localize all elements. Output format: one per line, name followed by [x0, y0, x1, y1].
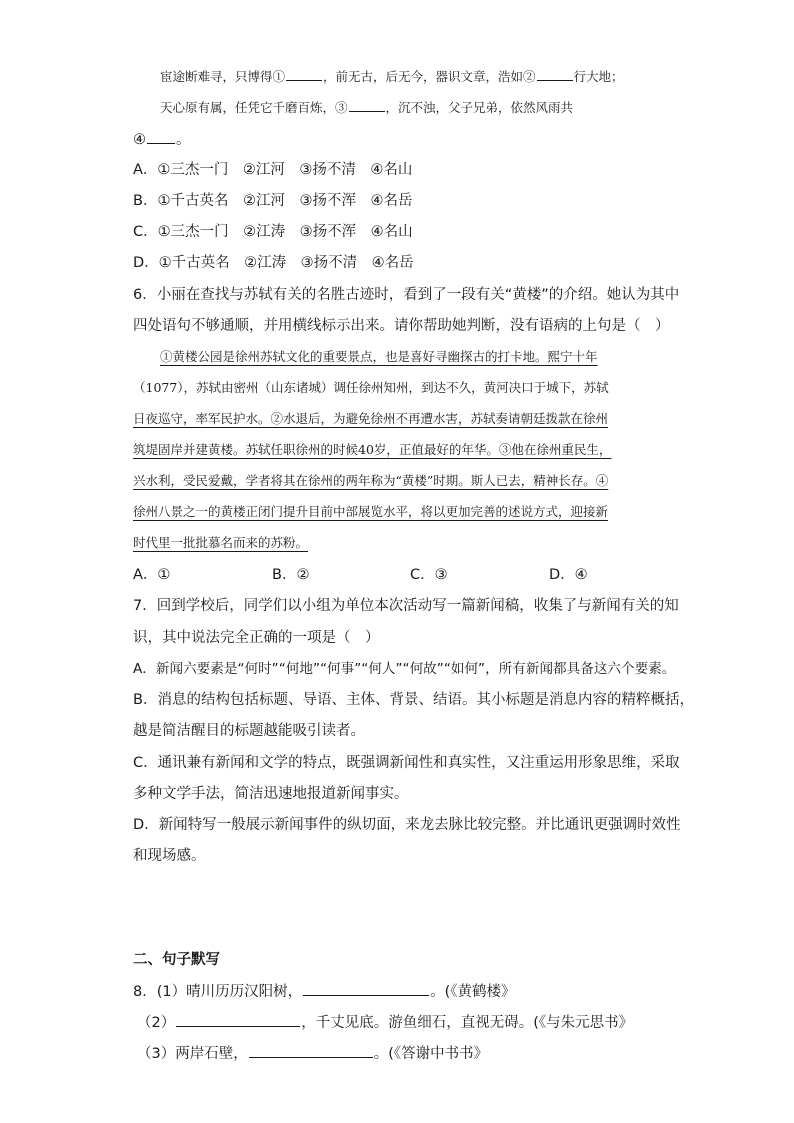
q7-option-a[interactable]: A．新闻六要素是“何时”“何地”“何事”“何人”“何故”“如何”，所有新闻都具备这六个要素。	[133, 661, 676, 677]
q7-stem-line-2: 识，其中说法完全正确的一项是（ ）	[133, 630, 380, 646]
q6-passage-line: 徐州八景之一的黄楼正闭门提升目前中部展览水平，将以更加完善的述说方式，迎接新	[133, 504, 609, 519]
q5-option-b[interactable]: B．①千古英名 ②江河 ③扬不浑 ④名岳	[133, 193, 413, 209]
q8-text: （3）两岸石壁，	[137, 1046, 248, 1062]
q7-option-b-cont: 越是简洁醒目的标题越能吸引读者。	[133, 723, 365, 739]
q7-option-c[interactable]: C．通讯兼有新闻和文学的特点，既强调新闻性和真实性，又注重运用形象思维，采取	[133, 755, 680, 771]
answer-blank[interactable]	[147, 129, 175, 144]
q8-text: 。(《答谢中书书》	[373, 1046, 489, 1062]
answer-blank[interactable]	[303, 981, 429, 996]
q6-passage-line: 时代里一批批慕名而来的苏粉。	[133, 535, 309, 550]
q7-option-b[interactable]: B．消息的结构包括标题、导语、主体、背景、结语。其小标题是消息内容的精粹概括，	[133, 692, 694, 708]
q8-text: 8．(1）晴川历历汉阳树，	[133, 984, 303, 1000]
q6-passage-line: （1077），苏轼由密州（山东诸城）调任徐州知州，到达不久，黄河决口于城下，苏轼	[133, 380, 609, 395]
poem-text: ，前无古，后无今，器识文章，浩如②	[323, 69, 536, 84]
q6-passage-line: 筑堤固岸并建黄楼。苏轼任职徐州的时候40岁，正值最好的年华。③他在徐州重民生，	[133, 442, 612, 457]
q6-passage-line: ①黄楼公园是徐州苏轼文化的重要景点，也是喜好寻幽探古的打卡地。熙宁十年	[160, 349, 598, 364]
q7-option-c-cont: 多种文学手法，简洁迅速地报道新闻事实。	[133, 786, 409, 802]
q6-passage-line	[133, 409, 608, 429]
poem-line-1	[160, 66, 624, 87]
q7-option-d[interactable]: D．新闻特写一般展示新闻事件的纵切面，来龙去脉比较完整。并比通讯更强调时效性	[133, 817, 681, 833]
q6-option-b[interactable]: B．②	[272, 567, 310, 583]
poem-text: 行大地；	[573, 69, 624, 84]
q6-stem-line-1: 6．小丽在查找与苏轼有关的名胜古迹时，看到了一段有关“黄楼”的介绍。她认为其中	[133, 287, 680, 303]
q8-text: （2）	[137, 1015, 176, 1031]
q7-option-d-cont: 和现场感。	[133, 848, 206, 864]
answer-blank[interactable]	[537, 66, 573, 81]
q5-option-c[interactable]: C．①三杰一门 ②江涛 ③扬不浑 ④名山	[133, 224, 413, 240]
q6-passage-line: 兴水利，受民爱戴，学者将其在徐州的两年称为“黄楼”时期。斯人已去，精神长存。④	[133, 473, 609, 488]
answer-blank[interactable]	[349, 97, 385, 112]
q6-option-c[interactable]: C．③	[410, 567, 448, 583]
q5-option-d[interactable]: D．①千古英名 ②江涛 ③扬不清 ④名岳	[133, 255, 414, 271]
q6-option-d[interactable]: D．④	[549, 567, 588, 583]
q8-text: ，千丈见底。游鱼细石，直视无碍。(《与朱元思书》	[301, 1015, 634, 1031]
q6-passage-text: 日夜巡守，率军民护水。②水退后，为避免徐州不再遭水害，苏轼奏请朝廷拨款在徐州	[133, 411, 609, 426]
q8-item-1	[133, 981, 516, 1002]
answer-blank[interactable]	[249, 1043, 373, 1058]
poem-text: 天心原有属，任凭它千磨百炼，③	[160, 100, 348, 115]
poem-text: ④	[133, 132, 146, 148]
poem-line-3	[133, 129, 191, 150]
answer-blank[interactable]	[176, 1012, 300, 1027]
q6-stem-line-2: 四处语句不够通顺，并用横线标示出来。请你帮助她判断，没有语病的上句是（ ）	[133, 318, 670, 334]
q8-item-3	[137, 1043, 488, 1064]
poem-text: ，沉不浊，父子兄弟，依然风雨共	[385, 100, 574, 115]
q7-stem-line-1: 7．回到学校后，同学们以小组为单位本次活动写一篇新闻稿，收集了与新闻有关的知	[133, 598, 679, 614]
q5-option-a[interactable]: A．①三杰一门 ②江河 ③扬不清 ④名山	[133, 162, 413, 178]
section-title: 二、句子默写	[133, 952, 220, 968]
poem-text: 宦途断难寻，只博得①	[160, 69, 286, 84]
q8-text: 。(《黄鹤楼》	[430, 984, 516, 1000]
q6-option-a[interactable]: A．①	[133, 567, 171, 583]
poem-line-2	[160, 97, 573, 118]
q8-item-2	[137, 1012, 633, 1033]
poem-text: 。	[176, 132, 191, 148]
answer-blank[interactable]	[286, 66, 322, 81]
